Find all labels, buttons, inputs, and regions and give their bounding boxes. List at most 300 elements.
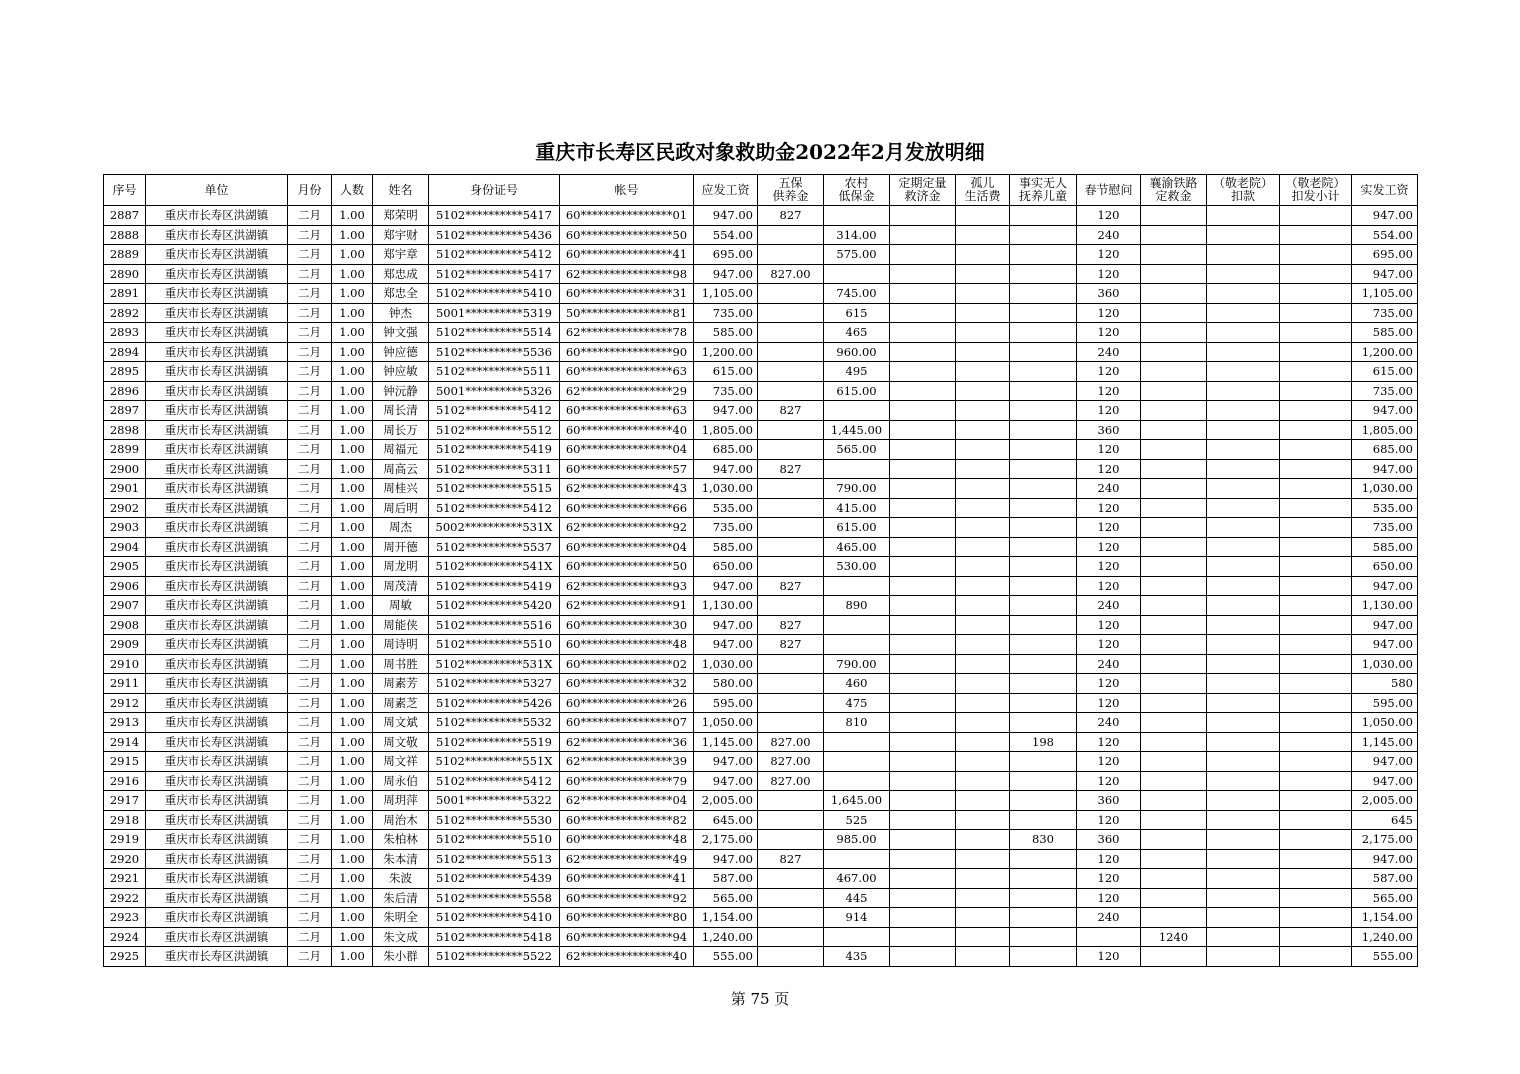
col-account-cell: 60****************63	[560, 362, 694, 382]
col-payable-cell: 1,105.00	[694, 284, 758, 304]
col-dingqi-cell	[890, 537, 956, 557]
table-row	[104, 264, 1418, 284]
col-xiangyu-cell	[1141, 947, 1207, 967]
col-count-cell: 1.00	[332, 225, 373, 245]
col-wubao-cell: 827	[758, 401, 824, 421]
col-deduction-subtotal-cell	[1280, 596, 1352, 616]
col-account-cell: 62****************43	[560, 479, 694, 499]
col-dibao-cell	[824, 459, 890, 479]
col-name-cell: 周文斌	[373, 713, 429, 733]
table-row	[104, 401, 1418, 421]
col-festival-cell: 120	[1077, 693, 1141, 713]
col-payable-cell: 565.00	[694, 888, 758, 908]
col-dingqi-cell	[890, 323, 956, 343]
col-orphan-cell	[956, 206, 1010, 226]
table-row	[104, 674, 1418, 694]
col-xiangyu-cell	[1141, 615, 1207, 635]
col-account-cell: 60****************30	[560, 615, 694, 635]
col-deduction-cell	[1207, 810, 1280, 830]
col-deduction-subtotal-cell	[1280, 323, 1352, 343]
col-orphan-cell	[956, 869, 1010, 889]
col-count-cell: 1.00	[332, 498, 373, 518]
col-orphan-cell	[956, 635, 1010, 655]
col-net-pay-cell: 565.00	[1352, 888, 1418, 908]
col-account-cell: 60****************92	[560, 888, 694, 908]
col-id-cell: 5102**********5439	[429, 869, 560, 889]
col-account-cell: 62****************92	[560, 518, 694, 538]
page-title: 重庆市长寿区民政对象救助金2022年2月发放明细	[535, 140, 985, 164]
col-name-cell: 朱文成	[373, 927, 429, 947]
col-payable-cell: 535.00	[694, 498, 758, 518]
col-unattended-child-cell	[1010, 791, 1077, 811]
col-month-cell: 二月	[288, 342, 332, 362]
col-count-cell: 1.00	[332, 303, 373, 323]
col-unit-cell: 重庆市长寿区洪湖镇	[146, 810, 288, 830]
col-xiangyu-cell	[1141, 284, 1207, 304]
col-deduction-subtotal-cell	[1280, 557, 1352, 577]
col-orphan-cell	[956, 576, 1010, 596]
table-row	[104, 518, 1418, 538]
table-row	[104, 888, 1418, 908]
col-unattended-child-cell	[1010, 284, 1077, 304]
col-payable-cell: 947.00	[694, 206, 758, 226]
col-orphan-cell	[956, 615, 1010, 635]
col-payable-cell: 580.00	[694, 674, 758, 694]
col-account-cell: 60****************50	[560, 557, 694, 577]
col-unit-cell: 重庆市长寿区洪湖镇	[146, 654, 288, 674]
col-dingqi-cell	[890, 303, 956, 323]
col-seq-cell: 2900	[104, 459, 146, 479]
col-deduction-cell	[1207, 596, 1280, 616]
col-dibao-cell: 565.00	[824, 440, 890, 460]
col-id-cell: 5102**********5522	[429, 947, 560, 967]
col-deduction-cell	[1207, 459, 1280, 479]
col-account-cell: 60****************48	[560, 830, 694, 850]
col-festival-cell: 120	[1077, 440, 1141, 460]
col-wubao-cell	[758, 420, 824, 440]
col-unattended-child-cell	[1010, 479, 1077, 499]
col-seq-cell: 2912	[104, 693, 146, 713]
table-row	[104, 869, 1418, 889]
col-festival-cell: 120	[1077, 323, 1141, 343]
col-unit-cell: 重庆市长寿区洪湖镇	[146, 849, 288, 869]
col-unit-cell: 重庆市长寿区洪湖镇	[146, 342, 288, 362]
col-count-cell: 1.00	[332, 323, 373, 343]
col-dingqi-cell	[890, 654, 956, 674]
col-payable-cell: 947.00	[694, 849, 758, 869]
col-deduction-cell	[1207, 479, 1280, 499]
header-col-payable: 应发工资	[694, 175, 758, 206]
col-unit-cell: 重庆市长寿区洪湖镇	[146, 459, 288, 479]
col-name-cell: 周玥萍	[373, 791, 429, 811]
col-unit-cell: 重庆市长寿区洪湖镇	[146, 947, 288, 967]
col-count-cell: 1.00	[332, 615, 373, 635]
col-deduction-subtotal-cell	[1280, 245, 1352, 265]
col-net-pay-cell: 1,030.00	[1352, 654, 1418, 674]
col-unit-cell: 重庆市长寿区洪湖镇	[146, 830, 288, 850]
col-festival-cell: 120	[1077, 869, 1141, 889]
col-xiangyu-cell	[1141, 752, 1207, 772]
col-unattended-child-cell	[1010, 947, 1077, 967]
col-payable-cell: 1,030.00	[694, 654, 758, 674]
col-wubao-cell	[758, 947, 824, 967]
col-unattended-child-cell	[1010, 810, 1077, 830]
col-wubao-cell	[758, 440, 824, 460]
col-unit-cell: 重庆市长寿区洪湖镇	[146, 869, 288, 889]
col-deduction-cell	[1207, 791, 1280, 811]
col-orphan-cell	[956, 752, 1010, 772]
col-dibao-cell	[824, 206, 890, 226]
col-xiangyu-cell	[1141, 420, 1207, 440]
col-count-cell: 1.00	[332, 927, 373, 947]
table-row	[104, 908, 1418, 928]
col-unattended-child-cell	[1010, 771, 1077, 791]
col-count-cell: 1.00	[332, 849, 373, 869]
col-dingqi-cell	[890, 791, 956, 811]
col-festival-cell: 240	[1077, 713, 1141, 733]
col-name-cell: 钟应德	[373, 342, 429, 362]
col-payable-cell: 645.00	[694, 810, 758, 830]
col-wubao-cell	[758, 342, 824, 362]
col-id-cell: 5001**********5322	[429, 791, 560, 811]
col-deduction-subtotal-cell	[1280, 752, 1352, 772]
col-dibao-cell: 445	[824, 888, 890, 908]
table-row	[104, 771, 1418, 791]
col-xiangyu-cell	[1141, 264, 1207, 284]
col-name-cell: 朱小群	[373, 947, 429, 967]
col-xiangyu-cell	[1141, 654, 1207, 674]
col-deduction-cell	[1207, 947, 1280, 967]
col-net-pay-cell: 554.00	[1352, 225, 1418, 245]
col-deduction-subtotal-cell	[1280, 537, 1352, 557]
col-unit-cell: 重庆市长寿区洪湖镇	[146, 635, 288, 655]
col-account-cell: 62****************04	[560, 791, 694, 811]
col-orphan-cell	[956, 479, 1010, 499]
table-row	[104, 947, 1418, 967]
col-festival-cell: 120	[1077, 635, 1141, 655]
col-payable-cell: 695.00	[694, 245, 758, 265]
col-account-cell: 60****************57	[560, 459, 694, 479]
col-account-cell: 60****************40	[560, 420, 694, 440]
col-name-cell: 周素芝	[373, 693, 429, 713]
col-unit-cell: 重庆市长寿区洪湖镇	[146, 576, 288, 596]
table-row	[104, 732, 1418, 752]
col-net-pay-cell: 947.00	[1352, 264, 1418, 284]
col-orphan-cell	[956, 791, 1010, 811]
col-deduction-cell	[1207, 615, 1280, 635]
col-xiangyu-cell	[1141, 440, 1207, 460]
col-dibao-cell	[824, 401, 890, 421]
col-account-cell: 62****************29	[560, 381, 694, 401]
col-net-pay-cell: 735.00	[1352, 381, 1418, 401]
col-unattended-child-cell	[1010, 849, 1077, 869]
col-net-pay-cell: 1,200.00	[1352, 342, 1418, 362]
col-account-cell: 60****************50	[560, 225, 694, 245]
col-xiangyu-cell	[1141, 576, 1207, 596]
table-row	[104, 830, 1418, 850]
col-deduction-subtotal-cell	[1280, 459, 1352, 479]
col-id-cell: 5001**********5319	[429, 303, 560, 323]
col-unattended-child-cell	[1010, 440, 1077, 460]
col-count-cell: 1.00	[332, 576, 373, 596]
col-month-cell: 二月	[288, 518, 332, 538]
table-row	[104, 576, 1418, 596]
col-dibao-cell: 615.00	[824, 518, 890, 538]
col-deduction-cell	[1207, 362, 1280, 382]
col-name-cell: 周永伯	[373, 771, 429, 791]
col-festival-cell: 120	[1077, 674, 1141, 694]
col-payable-cell: 947.00	[694, 401, 758, 421]
header-col-count: 人数	[332, 175, 373, 206]
col-count-cell: 1.00	[332, 557, 373, 577]
col-xiangyu-cell	[1141, 303, 1207, 323]
col-unit-cell: 重庆市长寿区洪湖镇	[146, 225, 288, 245]
col-wubao-cell	[758, 537, 824, 557]
col-id-cell: 5102**********5419	[429, 576, 560, 596]
col-name-cell: 朱本清	[373, 849, 429, 869]
col-wubao-cell	[758, 381, 824, 401]
col-unit-cell: 重庆市长寿区洪湖镇	[146, 206, 288, 226]
col-account-cell: 60****************32	[560, 674, 694, 694]
col-deduction-subtotal-cell	[1280, 771, 1352, 791]
col-unit-cell: 重庆市长寿区洪湖镇	[146, 245, 288, 265]
col-festival-cell: 120	[1077, 264, 1141, 284]
col-wubao-cell	[758, 810, 824, 830]
col-orphan-cell	[956, 362, 1010, 382]
col-orphan-cell	[956, 771, 1010, 791]
header-col-unit: 单位	[146, 175, 288, 206]
col-xiangyu-cell	[1141, 888, 1207, 908]
col-dibao-cell: 435	[824, 947, 890, 967]
col-xiangyu-cell	[1141, 732, 1207, 752]
col-deduction-cell	[1207, 732, 1280, 752]
col-deduction-subtotal-cell	[1280, 420, 1352, 440]
col-count-cell: 1.00	[332, 459, 373, 479]
col-festival-cell: 120	[1077, 947, 1141, 967]
col-count-cell: 1.00	[332, 752, 373, 772]
col-month-cell: 二月	[288, 810, 332, 830]
col-unit-cell: 重庆市长寿区洪湖镇	[146, 498, 288, 518]
col-unattended-child-cell	[1010, 498, 1077, 518]
col-name-cell: 周开德	[373, 537, 429, 557]
col-month-cell: 二月	[288, 830, 332, 850]
col-net-pay-cell: 695.00	[1352, 245, 1418, 265]
col-unattended-child-cell	[1010, 518, 1077, 538]
col-unit-cell: 重庆市长寿区洪湖镇	[146, 362, 288, 382]
col-festival-cell: 120	[1077, 888, 1141, 908]
col-dibao-cell: 465.00	[824, 537, 890, 557]
col-seq-cell: 2922	[104, 888, 146, 908]
col-count-cell: 1.00	[332, 791, 373, 811]
col-payable-cell: 1,805.00	[694, 420, 758, 440]
col-unit-cell: 重庆市长寿区洪湖镇	[146, 791, 288, 811]
col-orphan-cell	[956, 849, 1010, 869]
col-count-cell: 1.00	[332, 342, 373, 362]
col-unattended-child-cell	[1010, 654, 1077, 674]
col-xiangyu-cell	[1141, 635, 1207, 655]
col-id-cell: 5102**********5412	[429, 401, 560, 421]
col-name-cell: 钟杰	[373, 303, 429, 323]
col-orphan-cell	[956, 303, 1010, 323]
col-id-cell: 5102**********5327	[429, 674, 560, 694]
col-seq-cell: 2918	[104, 810, 146, 830]
col-unit-cell: 重庆市长寿区洪湖镇	[146, 693, 288, 713]
col-festival-cell: 120	[1077, 810, 1141, 830]
col-seq-cell: 2921	[104, 869, 146, 889]
col-unit-cell: 重庆市长寿区洪湖镇	[146, 927, 288, 947]
col-month-cell: 二月	[288, 225, 332, 245]
col-dibao-cell: 415.00	[824, 498, 890, 518]
col-orphan-cell	[956, 908, 1010, 928]
col-unattended-child-cell	[1010, 888, 1077, 908]
col-unit-cell: 重庆市长寿区洪湖镇	[146, 401, 288, 421]
col-unit-cell: 重庆市长寿区洪湖镇	[146, 518, 288, 538]
col-account-cell: 60****************82	[560, 810, 694, 830]
col-id-cell: 5102**********5417	[429, 264, 560, 284]
col-dingqi-cell	[890, 713, 956, 733]
col-dingqi-cell	[890, 869, 956, 889]
col-count-cell: 1.00	[332, 635, 373, 655]
col-count-cell: 1.00	[332, 713, 373, 733]
header-col-account: 帐号	[560, 175, 694, 206]
col-deduction-subtotal-cell	[1280, 830, 1352, 850]
col-deduction-subtotal-cell	[1280, 518, 1352, 538]
col-festival-cell: 120	[1077, 537, 1141, 557]
col-seq-cell: 2888	[104, 225, 146, 245]
col-payable-cell: 1,030.00	[694, 479, 758, 499]
col-dingqi-cell	[890, 674, 956, 694]
col-count-cell: 1.00	[332, 440, 373, 460]
col-wubao-cell	[758, 693, 824, 713]
col-dibao-cell: 460	[824, 674, 890, 694]
col-id-cell: 5102**********5537	[429, 537, 560, 557]
col-name-cell: 周文祥	[373, 752, 429, 772]
col-festival-cell: 240	[1077, 908, 1141, 928]
col-unit-cell: 重庆市长寿区洪湖镇	[146, 323, 288, 343]
col-net-pay-cell: 947.00	[1352, 752, 1418, 772]
col-name-cell: 钟文强	[373, 323, 429, 343]
col-payable-cell: 554.00	[694, 225, 758, 245]
col-name-cell: 周治木	[373, 810, 429, 830]
col-deduction-subtotal-cell	[1280, 635, 1352, 655]
col-net-pay-cell: 1,030.00	[1352, 479, 1418, 499]
col-deduction-subtotal-cell	[1280, 693, 1352, 713]
col-dingqi-cell	[890, 927, 956, 947]
col-xiangyu-cell	[1141, 401, 1207, 421]
col-account-cell: 60****************79	[560, 771, 694, 791]
col-seq-cell: 2895	[104, 362, 146, 382]
col-unit-cell: 重庆市长寿区洪湖镇	[146, 713, 288, 733]
col-net-pay-cell: 2,005.00	[1352, 791, 1418, 811]
col-name-cell: 周诗明	[373, 635, 429, 655]
col-unattended-child-cell	[1010, 245, 1077, 265]
col-dingqi-cell	[890, 947, 956, 967]
col-month-cell: 二月	[288, 576, 332, 596]
col-wubao-cell	[758, 791, 824, 811]
col-dingqi-cell	[890, 635, 956, 655]
col-unattended-child-cell	[1010, 927, 1077, 947]
col-deduction-cell	[1207, 849, 1280, 869]
col-wubao-cell	[758, 245, 824, 265]
col-unattended-child-cell	[1010, 908, 1077, 928]
col-dingqi-cell	[890, 849, 956, 869]
col-orphan-cell	[956, 323, 1010, 343]
col-id-cell: 5102**********5530	[429, 810, 560, 830]
col-unattended-child-cell	[1010, 401, 1077, 421]
header-col-wubao: 五保 供养金	[758, 175, 824, 206]
col-dingqi-cell	[890, 518, 956, 538]
col-count-cell: 1.00	[332, 284, 373, 304]
col-dibao-cell: 615.00	[824, 381, 890, 401]
col-orphan-cell	[956, 498, 1010, 518]
col-dibao-cell: 615	[824, 303, 890, 323]
col-deduction-cell	[1207, 888, 1280, 908]
col-wubao-cell: 827	[758, 206, 824, 226]
col-deduction-subtotal-cell	[1280, 479, 1352, 499]
col-month-cell: 二月	[288, 908, 332, 928]
header-col-net-pay: 实发工资	[1352, 175, 1418, 206]
col-dingqi-cell	[890, 479, 956, 499]
col-deduction-cell	[1207, 771, 1280, 791]
col-account-cell: 62****************93	[560, 576, 694, 596]
col-month-cell: 二月	[288, 498, 332, 518]
col-payable-cell: 947.00	[694, 264, 758, 284]
col-deduction-subtotal-cell	[1280, 654, 1352, 674]
col-xiangyu-cell	[1141, 537, 1207, 557]
table-row	[104, 342, 1418, 362]
table-row	[104, 752, 1418, 772]
col-count-cell: 1.00	[332, 674, 373, 694]
col-wubao-cell	[758, 654, 824, 674]
col-dibao-cell: 1,445.00	[824, 420, 890, 440]
col-net-pay-cell: 1,805.00	[1352, 420, 1418, 440]
col-unit-cell: 重庆市长寿区洪湖镇	[146, 615, 288, 635]
col-xiangyu-cell	[1141, 459, 1207, 479]
col-seq-cell: 2920	[104, 849, 146, 869]
col-id-cell: 5102**********5511	[429, 362, 560, 382]
col-festival-cell: 360	[1077, 420, 1141, 440]
col-wubao-cell	[758, 362, 824, 382]
table-row	[104, 323, 1418, 343]
col-wubao-cell	[758, 303, 824, 323]
col-dibao-cell: 960.00	[824, 342, 890, 362]
col-seq-cell: 2896	[104, 381, 146, 401]
col-unit-cell: 重庆市长寿区洪湖镇	[146, 888, 288, 908]
col-unit-cell: 重庆市长寿区洪湖镇	[146, 303, 288, 323]
col-count-cell: 1.00	[332, 537, 373, 557]
col-unattended-child-cell	[1010, 362, 1077, 382]
col-unit-cell: 重庆市长寿区洪湖镇	[146, 674, 288, 694]
col-wubao-cell: 827.00	[758, 732, 824, 752]
table-row	[104, 245, 1418, 265]
col-deduction-subtotal-cell	[1280, 284, 1352, 304]
col-name-cell: 朱波	[373, 869, 429, 889]
col-seq-cell: 2902	[104, 498, 146, 518]
col-seq-cell: 2894	[104, 342, 146, 362]
col-seq-cell: 2890	[104, 264, 146, 284]
col-seq-cell: 2914	[104, 732, 146, 752]
col-net-pay-cell: 947.00	[1352, 635, 1418, 655]
col-month-cell: 二月	[288, 615, 332, 635]
col-wubao-cell	[758, 323, 824, 343]
col-month-cell: 二月	[288, 693, 332, 713]
col-xiangyu-cell	[1141, 869, 1207, 889]
col-net-pay-cell: 1,154.00	[1352, 908, 1418, 928]
col-id-cell: 5102**********5558	[429, 888, 560, 908]
col-count-cell: 1.00	[332, 518, 373, 538]
col-name-cell: 郑宇财	[373, 225, 429, 245]
col-id-cell: 5102**********5311	[429, 459, 560, 479]
